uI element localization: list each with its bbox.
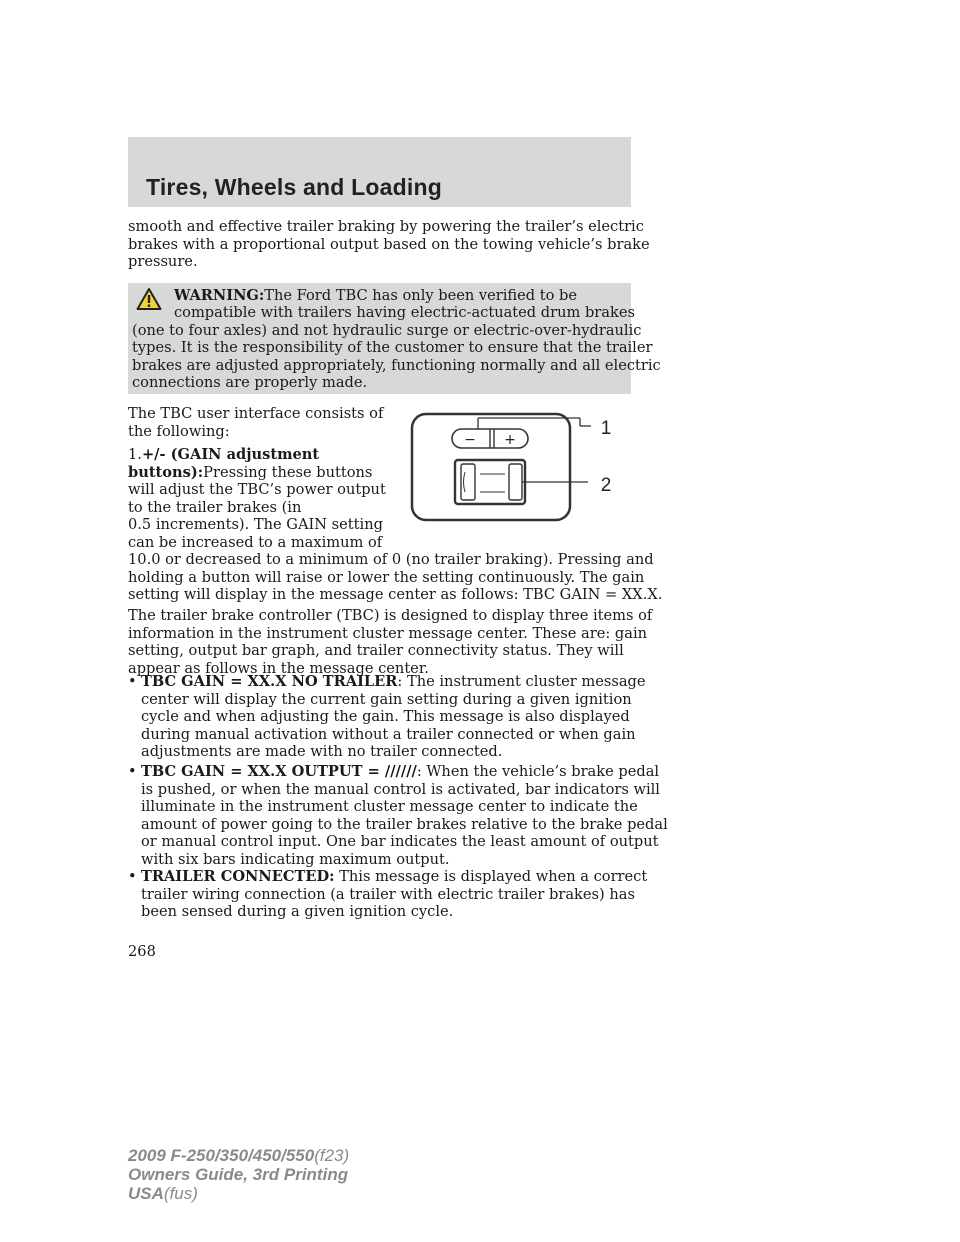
- text-line: The trailer brake controller (TBC) is designed to display three items of: [128, 607, 653, 624]
- text-line: adjustments are made with no trailer connected.: [141, 743, 503, 760]
- bullet-dot-icon: •: [128, 868, 137, 885]
- text-line: 1.+/- (GAIN adjustment: [128, 446, 320, 463]
- text-line: illuminate in the instrument cluster message center to indicate the: [141, 798, 638, 815]
- text-line: buttons):Pressing these buttons: [128, 463, 373, 481]
- warning-line: brakes are adjusted appropriately, functioning normally and all electric: [132, 357, 661, 374]
- text-line: TBC GAIN = XX.X OUTPUT = //////: When the vehicle’s brake pedal: [141, 763, 660, 780]
- text-line: can be increased to a maximum of: [128, 533, 383, 551]
- tbc-interface-illustration: [410, 400, 630, 524]
- bullet-dot-icon: •: [128, 763, 137, 780]
- warning-line: types. It is the responsibility of the customer to ensure that the trailer: [132, 339, 653, 356]
- callout-1-label: 1: [600, 418, 612, 439]
- text-line: pressure.: [128, 253, 198, 270]
- warning-triangle-icon: [136, 287, 162, 311]
- text-line: information in the instrument cluster message center. These are: gain: [128, 624, 648, 642]
- text-line: smooth and effective trailer braking by powering the trailer’s electric: [128, 218, 644, 235]
- text-line: with six bars indicating maximum output.: [141, 850, 450, 868]
- warning-line: connections are properly made.: [132, 374, 368, 391]
- text-line: setting, output bar graph, and trailer connectivity status. They will: [128, 642, 624, 659]
- section-header: [128, 137, 631, 207]
- document-footer: [128, 1146, 349, 1203]
- bullet-title: TBC GAIN = XX.X OUTPUT = //////: [141, 763, 417, 780]
- minus-button-icon: −: [464, 432, 476, 448]
- text-line: the following:: [128, 422, 230, 440]
- footer-line: 2009 F-250/350/450/550(f23): [128, 1146, 350, 1165]
- text-line: or manual control input. One bar indicates the least amount of output: [141, 833, 659, 850]
- warning-line: compatible with trailers having electric-actuated drum brakes: [174, 304, 635, 321]
- text-line: The TBC user interface consists of: [128, 405, 384, 422]
- section-title: Tires, Wheels and Loading: [146, 174, 442, 200]
- text-line: been sensed during a given ignition cycle.: [141, 903, 454, 920]
- page-number: 268: [128, 943, 156, 960]
- text-line: amount of power going to the trailer brakes relative to the brake pedal: [141, 815, 668, 833]
- text-line: holding a button will raise or lower the setting continuously. The gain: [128, 568, 645, 586]
- ui-intro-paragraph: [128, 405, 383, 440]
- text-line: appear as follows in the message center.: [128, 659, 429, 677]
- text-line: 0.5 increments). The GAIN setting: [128, 516, 383, 533]
- text-line: cycle and when adjusting the gain. This message is also displayed: [141, 708, 630, 725]
- text-line: will adjust the TBC’s power output: [128, 481, 386, 498]
- text-line: center will display the current gain setting during a given ignition: [141, 690, 632, 708]
- text-line: setting will display in the message center as follows: TBC GAIN = XX.X.: [128, 586, 663, 603]
- bullet-title: TBC GAIN = XX.X NO TRAILER: [141, 673, 398, 690]
- callout-2-label: 2: [600, 475, 612, 496]
- text-line: brakes with a proportional output based on the towing vehicle’s brake: [128, 235, 650, 253]
- text-line: to the trailer brakes (in: [128, 498, 302, 516]
- text-line: trailer wiring connection (a trailer with electric trailer brakes) has: [141, 885, 635, 903]
- intro-paragraph: [128, 218, 650, 271]
- message-center-paragraph: [128, 607, 652, 677]
- text-line: 10.0 or decreased to a minimum of 0 (no trailer braking). Pressing and: [128, 551, 654, 568]
- text-line: is pushed, or when the manual control is activated, bar indicators will: [141, 780, 660, 798]
- manual-control-lever: [455, 460, 525, 504]
- footer-line: Owners Guide, 3rd Printing: [128, 1165, 349, 1184]
- warning-box: [128, 283, 661, 394]
- text-line: during manual activation without a trailer connected or when gain: [141, 725, 636, 743]
- plus-button-icon: +: [504, 432, 516, 448]
- bullet-dot-icon: •: [128, 673, 137, 690]
- warning-line: WARNING:The Ford TBC has only been verified to be: [174, 287, 578, 304]
- text-line: TBC GAIN = XX.X NO TRAILER: The instrument cluster message: [141, 673, 646, 690]
- warning-label: WARNING:: [174, 287, 265, 304]
- warning-line: (one to four axles) and not hydraulic surge or electric-over-hydraulic: [132, 322, 642, 339]
- text-line: TRAILER CONNECTED: This message is displayed when a correct: [141, 868, 648, 885]
- bullet-title: TRAILER CONNECTED:: [141, 868, 335, 885]
- item-1-label: +/- (GAIN adjustment: [141, 446, 320, 463]
- footer-line: USA(fus): [128, 1184, 198, 1203]
